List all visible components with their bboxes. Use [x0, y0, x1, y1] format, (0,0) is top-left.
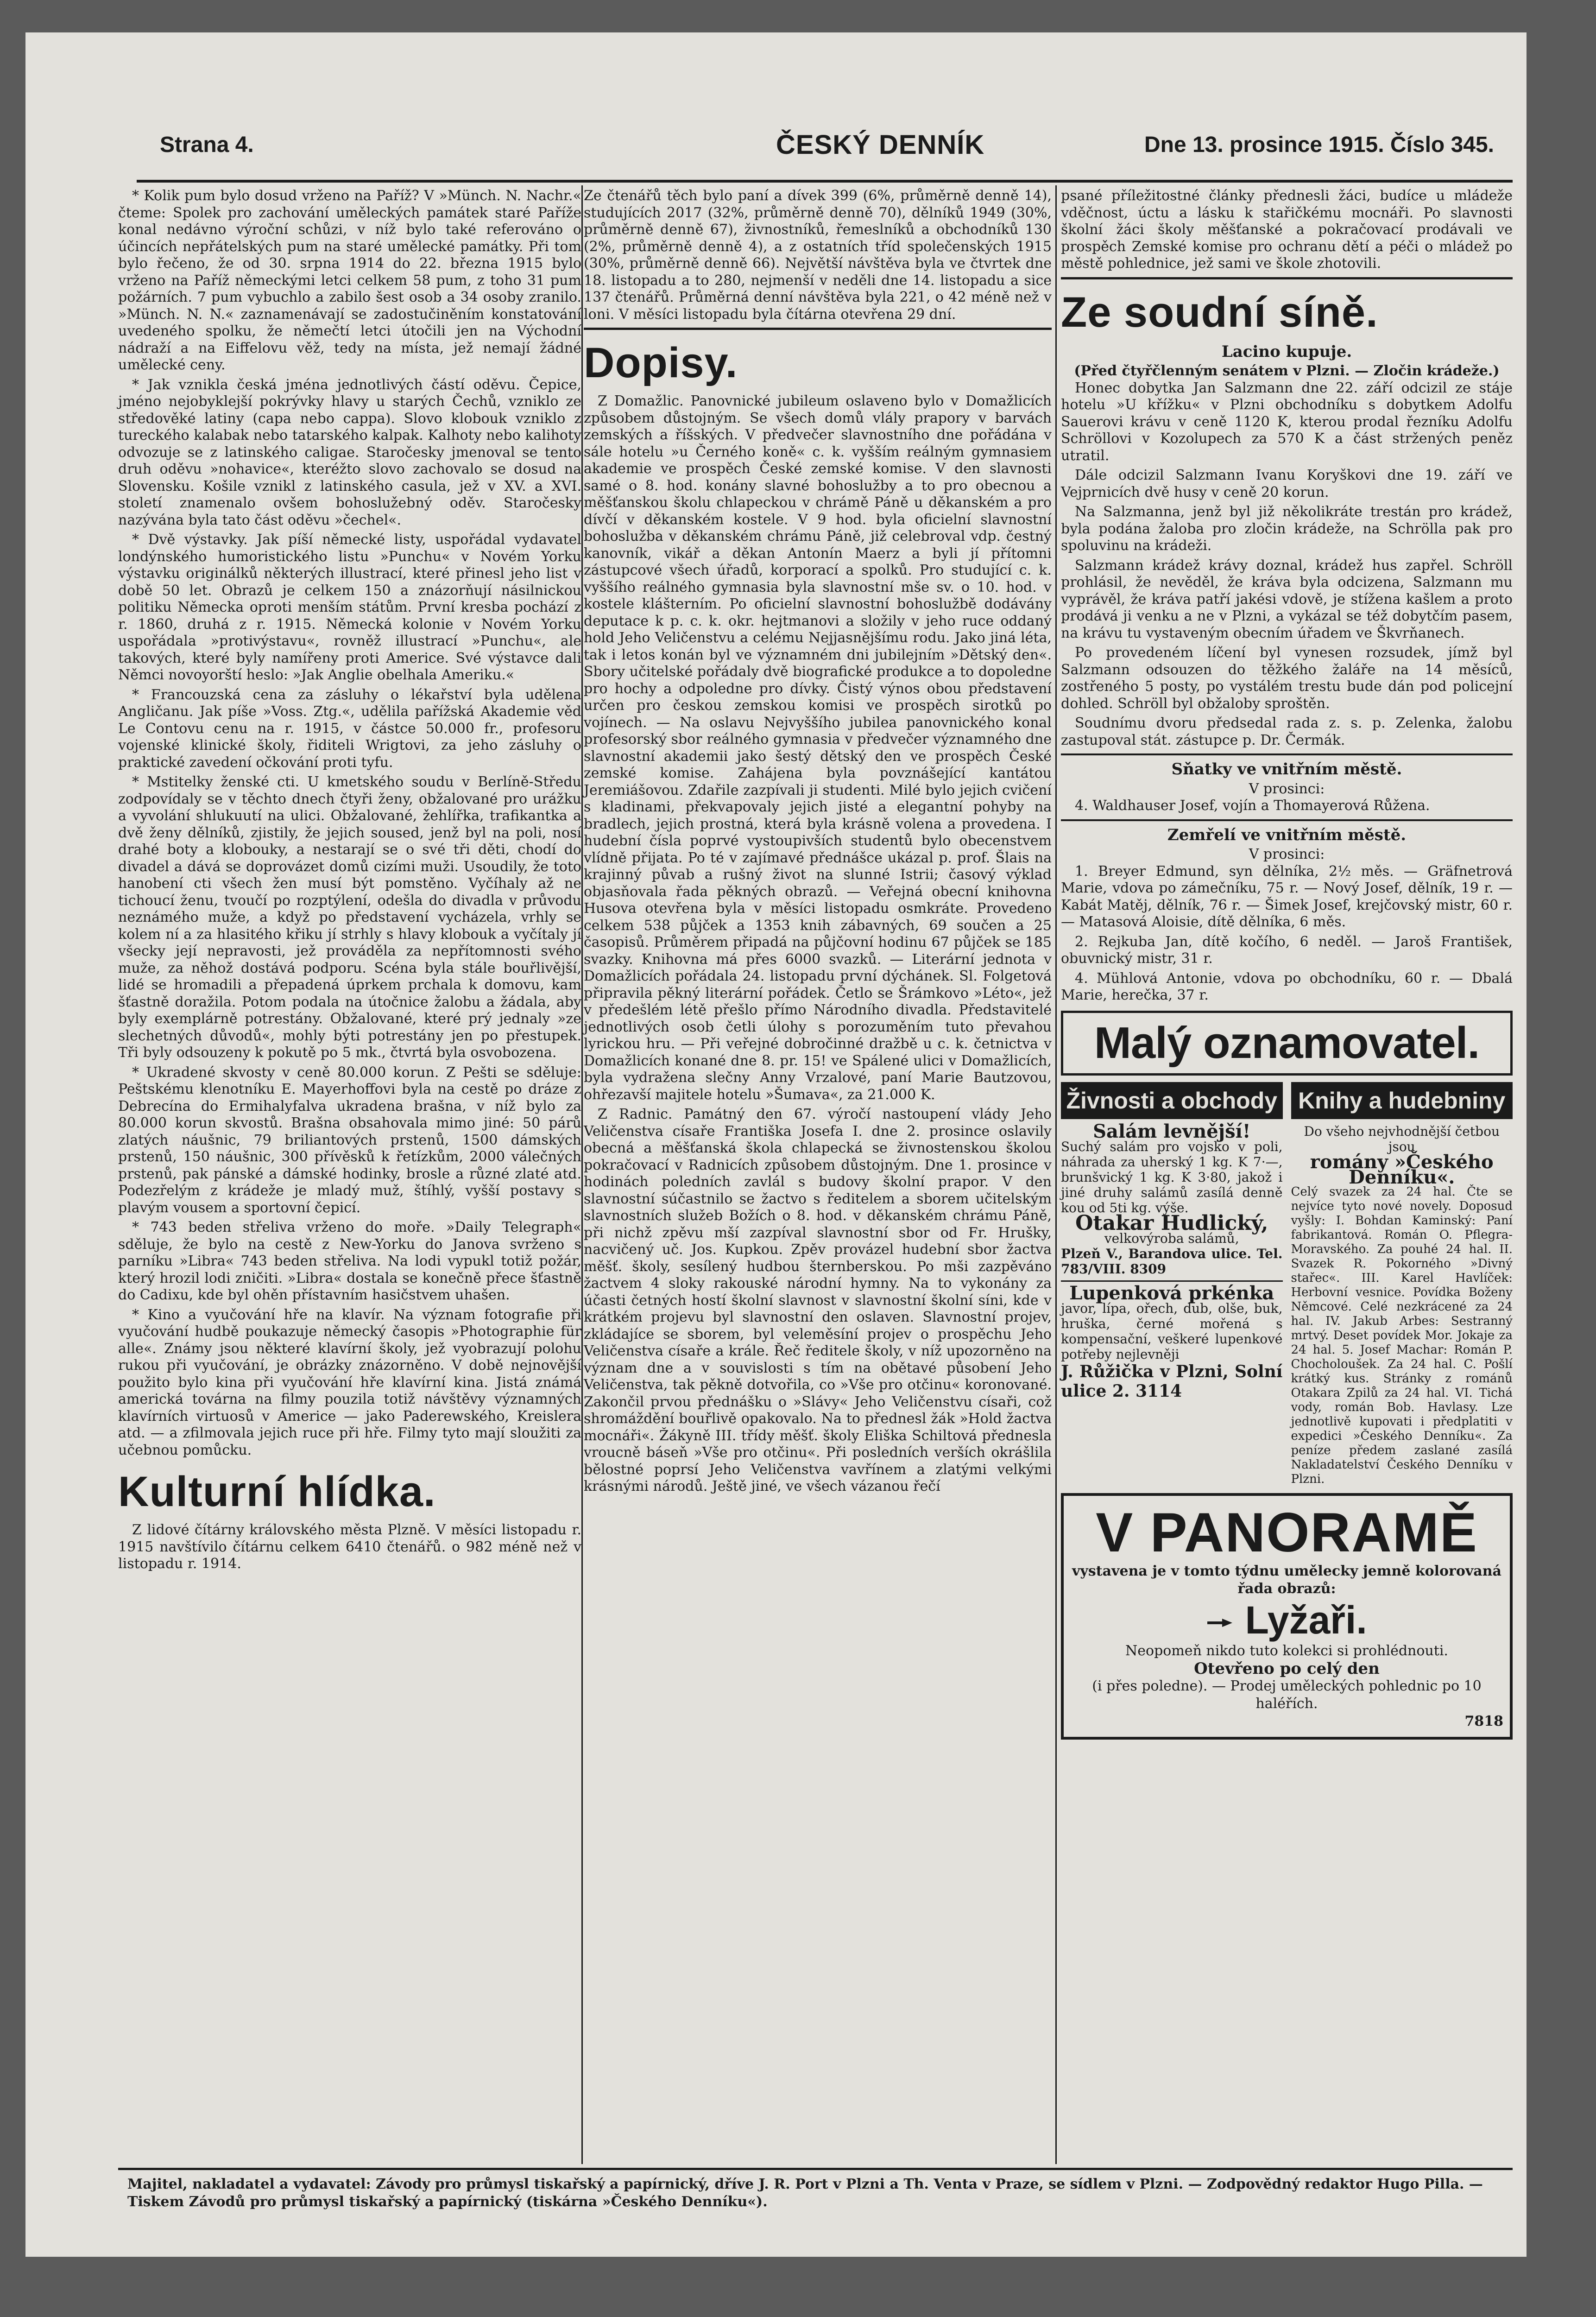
panorama-open-detail: (i přes poledne). — Prodej uměleckých pohlednic po 10 haléřích.: [1092, 1678, 1482, 1712]
ad-books-title: romány »Českého Denníku«.: [1310, 1151, 1494, 1188]
section-rule: [584, 328, 1052, 330]
section-title-kulturni-hlidka: Kulturní hlídka.: [118, 1468, 436, 1515]
column-2: [584, 188, 1052, 1498]
ad-books-intro: Do všeho nejvhodnější četbou jsou: [1304, 1123, 1500, 1154]
panorama-ad-number: 7818: [1464, 1713, 1503, 1729]
column-3: [1061, 188, 1513, 1740]
panorama-exhibit: [1070, 1598, 1503, 1642]
ad-salami-address: Plzeň V., Barandova ulice. Tel. 783/VIII. 8309: [1061, 1246, 1283, 1277]
ad-column-right: [1291, 1124, 1513, 1487]
issue-date: Dne 13. prosince 1915. Číslo 345.: [1144, 133, 1494, 157]
ad-salami-text: Suchý salám pro vojsko v poli, náhrada za uherský 1 kg. K 7·—, brunšvický 1 kg. K 3·80, jakož i jiné druhy salámů zasílá denně kou od 5ti kg. výše.: [1061, 1139, 1283, 1215]
article-paragraph: * Kino a vyučování hře na klavír. Na význam fotografie při vyučování hudbě poukazuje německý časopis »Photographie für alle«. Známy jsou některé klavírní školy, jež vyobrazují polohu rukou při vyučování, je obrázky znázorněno. V době nejnovější použito bylo kina při vyučování hře klavírní kina. Jistá známá americká továrna na filmy pouzila totiž návštěvy významných klavírních virtuosů v Americe — jako Paderewského, Kreislera atd. — a zfilmovala jejich ruce při hře. Filmy tyto mají sloužiti za učebnou pomůcku.: [118, 1306, 581, 1458]
deaths-title: Zemřelí ve vnitřním městě.: [1167, 825, 1407, 844]
ad-category-trades: Živnosti a obchody: [1061, 1082, 1283, 1119]
small-ads-title: Malý oznamovatel.: [1094, 1018, 1480, 1068]
article-paragraph: Soudnímu dvoru předsedal rada z. s. p. Zelenka, žalobu zastupoval stát. zástupce p. Dr. Čermák.: [1061, 715, 1513, 748]
article-paragraph: Salzmann krádež krávy doznal, krádež hus zapřel. Schröll prohlásil, že nevěděl, že kráva byla odcizena, Salzmann mu vyprávěl, že kráva patří jakési vdově, je stížena kašlem a proto prodává ji venku a ne v Plzni, a vykázal se též dobytčím pasem, na krávu tu vystaveným obecním úřadem ve Škvrňanech.: [1061, 557, 1513, 641]
marriages-title: Sňatky ve vnitřním městě.: [1171, 760, 1402, 779]
article-paragraph: * Kolik pum bylo dosud vrženo na Paříž? V »Münch. N. Nachr.« čteme: Spolek pro zachování uměleckých památek staré Paříže konal nedávno výroční schůzi, v níž bylo také referováno o účincích nepřátelských pum na staré umělecké památky. Při tom bylo řečeno, že od 30. srpna 1914 do 22. března 1915 bylo vrženo na Paříž německými letci celkem 58 pum, z toho 31 pum požárních. 7 pum vybuchlo a zabilo šest osob a 34 osoby zranilo. »Münch. N. N.« zaznamenávají se zadostučiněním konstatování uvedeného spolku, že němečtí letci útočili jen na Východní nádraží a na Eiffelovu věž, tedy na místa, jež nemají žádné umělecké ceny.: [118, 188, 581, 373]
panorama-note: Neopomeň nikdo tuto kolekci si prohlédnouti.: [1125, 1642, 1448, 1659]
ad-divider: [1061, 1280, 1283, 1282]
column-divider-2: [1055, 185, 1057, 2164]
article-paragraph: Z lidové čítárny královského města Plzně. V měsíci listopadu r. 1915 navštívilo čítárnu celkem 6410 čtenářů. o 982 méně než v listopadu r. 1914.: [118, 1522, 581, 1572]
article-paragraph: * Ukradené skvosty v ceně 80.000 korun. Z Pešti se sděluje: Peštskému klenotníku E. Mayerhoffovi byla na cestě po dráze z Debrecína do Ermihalyfalva ukradena brašna, v níž bylo za 80.000 korun skvostů. Brašna obsahovala mimo jiné: 50 párů zlatých náušnic, 79 briliantových prstenů, 1500 dámských prstenů, 150 náušnic, 300 přívěsků k řetízkům, 2000 válečných prstenů, pak pánské a dámské hodinky, brosle a různé zlaté atd. Podezřelým z krádeže je mladý muž, štíhlý, vyšší postavy s plavým vousem a sportovní čepicí.: [118, 1064, 581, 1216]
list-item: 1. Breyer Edmund, syn dělníka, 2½ měs. — Gräfnetrová Marie, vdova po zámečníku, 75 r. — Nový Josef, dělník, 19 r. — Kabát Matěj, dělník, 76 r. — Šimek Josef, krejčovský mistr, 60 r. — Matasová Aloisie, dítě dělníka, 6 měs.: [1061, 863, 1513, 930]
article-paragraph: * Dvě výstavky. Jak píší německé listy, uspořádal vydavatel londýnského humoristického listu »Punchu« v Novém Yorku výstavku originálků některých illustrací, které přinesl jeho list v době 50 let. Obrazů je celkem 150 a znázorňují násilnickou politiku Německa oproti menším státům. První kresba pochází z r. 1860, druhá z r. 1915. Německá kolonie v Novém Yorku uspořádala »protivýstavu«, rovněž illustrací »Punchu«, ale takových, které byly namířeny proti Americe. Své výstavce dali Němci novoyorští heslo: »Jak Anglie obelhala Ameriku.«: [118, 532, 581, 683]
ad-salami-firm-desc: velkovýroba salámů,: [1104, 1230, 1239, 1246]
list-item: 4. Waldhauser Josef, vojín a Thomayerová Růžena.: [1075, 798, 1430, 814]
small-ads-banner: [1061, 1011, 1513, 1076]
list-item: 2. Rejkuba Jan, dítě kočího, 6 neděl. — Jaroš František, obuvnický mistr, 31 r.: [1061, 933, 1513, 967]
marriages-month: V prosinci:: [1249, 780, 1325, 797]
ad-category-books: Knihy a hudebniny: [1291, 1082, 1513, 1119]
pointing-hand-icon: [1206, 1615, 1234, 1631]
article-paragraph: Ze čtenářů těch bylo paní a dívek 399 (6%, průměrně denně 14), studujících 2017 (32%, průměrně denně 70), dělníků 1949 (30%, průměrně denně 67), živnostníků, řemeslníků a obchodníků 130 (2%, průměrně denně 4), a z ostatních tříd společenských 1915 (30%, průměrně denně 66). Největší návštěva byla ve čtvrtek dne 18. listopadu a to 280, nejmenší v neděli dne 14. listopadu a sice 137 čtenářů. Průměrná denní návštěva byla 221, o 42 méně než v loni. V měsíci listopadu byla čítárna otevřena 29 dní.: [584, 188, 1052, 323]
ad-books-text: Celý svazek za 24 hal. Čte se nejvíce tyto nové novely. Doposud vyšly: I. Bohdan Kaminský: Paní fabrikantová. Román O. Pflegra-Moravského. Za pouhé 24 hal. II. Svazek R. Pokorného »Divný stařec«. III. Karel Havlíček: Herbovní vesnice. Povídka Boženy Němcové. Celé nezkrácené za 24 hal. IV. Jakub Arbes: Sestranný mrtvý. Deset povídek Mor. Jokaje za 24 hal. 5. Josef Machar: Román P. Chocholoušek. Za 24 hal. C. Pošlí krátký kus. Stránky z románů Otakara Zpilů za 24 hal. VI. Tichá vody, román Bob. Havlasy. Lze jednotlivě kupovati i předplatiti v expedici »Českého Denníku«. Za peníze předem zaslané zasílá Nakladatelství Českého Denníku v Plzni.: [1291, 1184, 1513, 1486]
panorama-subtitle: vystavena je v tomto týdnu umělecky jemně kolorovaná řada obrazů:: [1072, 1563, 1501, 1597]
article-paragraph: Z Radnic. Památný den 67. výročí nastoupení vlády Jeho Veličenstva císaře Františka Josefa I. dne 2. prosince oslavily obecná a měšťanská škola chlapecká se živnostenskou školou pokračovací v Radnicích způsobem důstojným. Dne 1. prosince v hodinách poledních zavlál s budovy školní prapor. V den slavnostní súčastnilo se žactvo s ředitelem a sborem učitelským slavnostních služeb Božích o 8. hod. v děkanském chrámu Páně, při nichž zpěvu mší zazpíval slavnostní sbor od Fr. Hrušky, nacvičený uč. Jos. Kupkou. Zpěv provázel hudební sbor žactva měšť. školy, sesílený hudbou šternberskou. Po mši zazpěváno žactvem 4 sloky rakouské národní hymny. Na to vykonány za účasti četných hostí školní slavnost v slavnostní školní síni, kde v krátkém projevu byl slavnostní den oslaven. Slavnostní projev, zkládajíce se sborem, byl veleměsíní projev o prospěchu Jeho Veličenstva císaře a krále. Řeč ředitele školy, v níž upozorněno na význam dne a v souvislosti s tím na obětavé působení Jeho Veličenstva, tak pěkně dotvořila, co »Vše pro otčinu« koronované. Zakončil prvou přednášku o »Slávy« Jeho Veličenstvu císaři, což shromáždění bouřlivě opakovalo. Na to přednesl žák »Hold žactva mocnáři«. Žákyně III. třídy měšť. školy Eliška Schiltová přednesla vroucně báseň »Vše pro otčinu«. Při posledních verších okrášlila bělostné poprsí Jeho Veličenstva vavřínem a zlatými velkými krásnými národů. Ještě jiné, ve všech vázanou řečí: [584, 1106, 1052, 1494]
article-paragraph: Z Domažlic. Panovnické jubileum oslaveno bylo v Domažlicích způsobem důstojným. Se všech domů vlály prapory v barvách zemských a říšských. V předvečer slavnostního dne pořádána v sále hotelu »u Černého koně« c. k. vyšším reálným gymnasiem akademie ve prospěch České zemské komise. V den slavnosti samé o 8. hod. konány slavné bohoslužby a to pro obecnou a měšťanskou školu chlapeckou v chrámě Páně u děkanském a pro dívčí v děkanském kostele. V 9 hod. byla oficielní slavnostní bohoslužba v děkanském chrámu Páně, již celebroval vdp. čestný kanovník, vikář a děkan Antonín Maerz a byli jí přítomni zástupcové všech úřadů, korporací a spolků. Pro studující c. k. vyššího reálného gymnasia byla slavnostní mše sv. o 10. hod. v kostele klášterním. Po oficielní slavnostní bohoslužbě dodávány deputace k p. c. k. okr. hejtmanovi a složily v jeho ruce oddaný hold Jeho Veličenstvu a celému Nejjasnějšímu rodu. Jako jiná léta, tak i letos konán byl ve významném dni jubilejním »Dětský den«. Sbory učitelské pořádaly dvě biografické produkce a to dopoledne pro hochy a odpoledne pro dívky. Čistý výnos obou představení určen pro českou zemskou komisi ve prospěch sirotků po vojínech. — Na oslavu Nejvyššího jubilea panovnického konal profesorský sbor reálného gymnasia v předvečer významného dne slavnostní akademii jako šestý dětský den ve prospěch České zemské komise. Zahájena byla povznášející kantátou Jeremiášovou. Zdařile zazpívali ji studenti. Milé bylo jejich cvičení s kladinami, překvapovaly jejich jisté a elegantní pohyby na bradlech, jejich prostná, která byla krásně volena a provedena. I hudební čísla poprvé vystoupivších studentů bylo obecenstvem vlídně přijata. Po té v zajímavé přednášce ukázal p. prof. Šlais na krajinný půvab a rušný život na slunné Istrii; časový výklad objasňovala řada pěkných obrazů. — Veřejná obecní knihovna Husova otevřena byla v měsíci listopadu osmkráte. Provedeno celkem 538 půjček a 1353 knih zábavných, 69 součen a 25 časopisů. Průměrem připadá na půjčovní hodinu 67 půjček se 185 svazky. Knihovna má přes 6000 svazků. — Literární jednota v Domažlicích pořádala 24. listopadu první dýchánek. Sl. Folgetová připravila pěkný literární pořádek. Četlo se Šrámkovo »Léto«, jež v předešlém létě přešlo přímo Národního divadla. Představitelé jednotlivých osob četli úlohy s porozuměním tuto převahou lyrickou hru. — Při veřejné dobročinné dražbě u c. k. četnictva v Domažlicích konané dne 8. pr. 15! ve Spálené ulici v Domažlicích, byla vydražena slečny Anny Vrzalové, paní Marie Bautzovou, ohřezavší majitele hotelu »Šumava«, za 21.000 K.: [584, 393, 1052, 1103]
ad-lupen-text: javor, lípa, ořech, dub, olše, buk, hruška, černé mořená s kompensační, veškeré lupenkové potřeby nejlevněji: [1061, 1300, 1283, 1362]
page-number: Strana 4.: [160, 133, 254, 157]
page-header: [137, 132, 1513, 176]
article-heading: Lacino kupuje.: [1221, 342, 1352, 361]
article-paragraph: * 743 beden střeliva vrženo do moře. »Daily Telegraph« sděluje, že bylo na cestě z New-Yorku do Janova svrženo s parníku »Libra« 743 beden střeliva. Na lodi vypukl totiž požár, který hrozil lodi zničiti. »Libra« dostala se konečně přece šťastně do Cadixu, kde byl ohěn přístavním hasičstvem uhašen.: [118, 1219, 581, 1303]
article-paragraph: * Mstitelky ženské cti. U kmetského soudu v Berlíně-Středu zodpovídaly se v těchto dnech čtyři ženy, obžalované pro urážku a vyvolání shlukuutí na ulici. Obžalované, žehlířka, trafikantka a dvě ženy dělníků, zjistily, že jejich soused, jenž byl na poli, nosí drahé boty a klobouky, a nestarají se o své tři děti, chodí do divadel a dává se doprovázet domů cizími muži. Usoudily, že toto hanobení cti všech žen musí být pomstěno. Vyčíhaly až ne tichoucí ženu, tvoučí po rozptýlení, odešla do divadla v průvodu neznámého muže, a když po představení vycházela, vrhly se kolem ní a za hlasitého křiku jí strhly s hlavy klobouk a vyčítaly jí všecky její nepravosti, jež prováděla za nepřítomnosti svého muže, za něhož dostává podporu. Scéna byla stále bouřlivější, lidé se hromadili a přepadená úprkem prchala k domovu, kam šťastně doražila. Potom podala na útočnice žalobu a žádala, aby byly exemplárně potrestány. Obžalované, které prý jednaly »ze slechetných důvodů«, mohly býti potrestány jen po přestupek. Tři byly odsouzeny k pokutě po 5 mk., čtvrtá byla osvobozena.: [118, 774, 581, 1061]
header-rule: [137, 180, 1513, 183]
masthead-title: ČESKÝ DENNÍK: [776, 130, 985, 160]
article-paragraph: Honec dobytka Jan Salzmann dne 22. září odcizil ze stáje hotelu »U křížku« v Plzni obchodníku s dobytkem Adolfu Sauerovi krávu v ceně 1120 K, kterou prodal řezníku Adolfu Schröllovi v Kozolupech za 570 K a část stržených peněz utratil.: [1061, 380, 1513, 464]
panorama-exhibit-name: Lyžaři.: [1245, 1598, 1367, 1642]
article-paragraph: * Jak vznikla česká jména jednotlivých částí oděvu. Čepice, jméno nejobyklejší pokrývky hlavy u starých Čechů, vzniklo ze středověké latiny (capa nebo cappa). Slovo klobouk vzniklo z tureckého kalabak nebo tatarského kalpak. Kalhoty nebo kalihoty odvozuje se z latinského caligae. Staročesky jmenoval se tento druh oděvu »nohavice«, kteréžto slovo zachovalo se dosud na Slovensku. Košile vznikl z latinského casula, jež v XV. a XVI. století znamenalo ovšem bohoslužebný oděv. Staročesky nazývána byla tato část oděvu »čechel«.: [118, 376, 581, 528]
deaths-month: V prosinci:: [1249, 846, 1325, 862]
panorama-open: Otevřeno po celý den: [1194, 1659, 1380, 1678]
section-title-soudni-sin: Ze soudní síně.: [1061, 288, 1378, 336]
section-rule: [1061, 753, 1513, 755]
article-subheading: (Před čtyřčlenným senátem v Plzni. — Zločin krádeže.): [1074, 363, 1500, 379]
panorama-title: V PANORAMĚ: [1096, 1501, 1478, 1564]
ad-lupen-title: Lupenková prkénka: [1069, 1282, 1274, 1304]
ad-category-tabs: [1061, 1082, 1513, 1119]
imprint-footer: Majitel, nakladatel a vydavatel: Závody pro průmysl tiskařský a papírnický, dříve J. R. Port v Plzni a Th. Venta v Praze, se sídlem v Plzni. — Zodpovědný redaktor Hugo Pilla. — Tiskem Závodů pro průmysl tiskařský a papírnický (tiskárna »Českého Denníku«).: [127, 2176, 1483, 2210]
ad-columns: [1061, 1120, 1513, 1487]
section-title-dopisy: Dopisy.: [584, 339, 738, 386]
article-paragraph: Dále odcizil Salzmann Ivanu Koryškovi dne 19. září ve Vejprnicích dvě husy v ceně 20 korun.: [1061, 467, 1513, 500]
article-paragraph: Na Salzmanna, jenž byl již několikráte trestán pro krádež, byla podána žaloba pro zločin krádeže, na Schrölla pak pro spoluvinu na krádeži.: [1061, 504, 1513, 554]
article-paragraph: * Francouzská cena za zásluhy o lékařství byla udělena Angličanu. Jak píše »Voss. Ztg.«, udělila pařížská Akademie věd Le Contovu cenu na r. 1915, v částce 50.000 fr., profesoru vojenské klinické školy, řiditeli Wrigtovi, za jeho zásluhy o praktické zavedení očkování proti tyfu.: [118, 686, 581, 771]
section-rule: [1061, 819, 1513, 821]
list-item: 4. Mühlová Antonie, vdova po obchodníku, 60 r. — Dbalá Marie, herečka, 37 r.: [1061, 970, 1513, 1003]
ad-column-left: [1061, 1120, 1283, 1487]
article-paragraph: Po provedeném líčení byl vynesen rozsudek, jímž byl Salzmann odsouzen do těžkého žaláře na 14 měsíců, zostřeného 5 posty, po vystálém trestu bude dán pod policejní dohled. Schröll byl obžaloby sproštěn.: [1061, 645, 1513, 712]
footer-rule: [118, 2168, 1513, 2170]
ad-salami-title: Salám levnější!: [1093, 1120, 1251, 1142]
ad-lupen-firm: J. Růžička v Plzni, Solní ulice 2. 3114: [1061, 1361, 1283, 1401]
article-paragraph: psané příležitostné články přednesli žáci, budíce u mládeže vděčnost, úctu a lásku k stařičkému mocnáři. Po slavnosti školní žáci školy měšťanské a pokračovací prodávali ve prospěch Zemské komise pro ochranu dětí a péči o mládež po městě pohlednice, jež sami ve škole zhotovili.: [1061, 188, 1513, 272]
newspaper-page: [25, 32, 1527, 2257]
column-1: [118, 188, 581, 1576]
ad-salami-firm: Otakar Hudlický,: [1075, 1211, 1268, 1235]
section-rule: [1061, 277, 1513, 279]
panorama-ad: [1061, 1493, 1513, 1740]
column-divider-1: [581, 185, 583, 2164]
